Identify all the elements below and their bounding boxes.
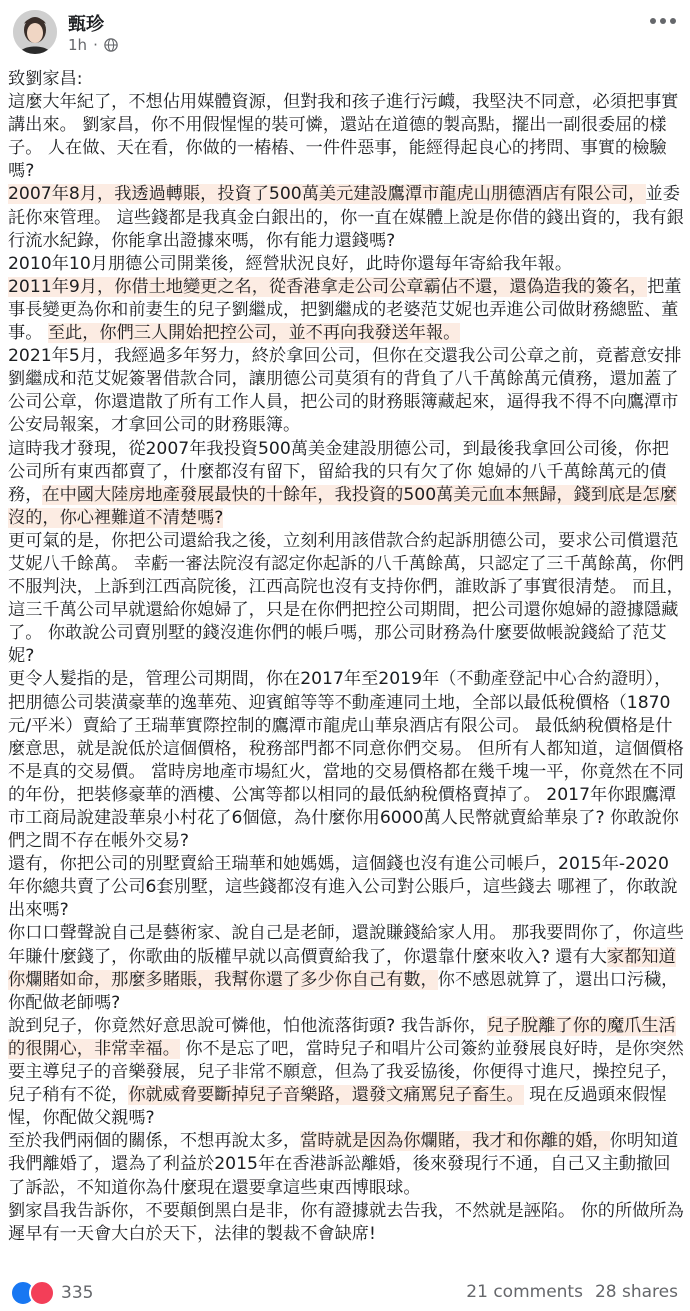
meta-separator: · xyxy=(93,36,98,54)
paragraph-text: 這麼大年紀了，不想佔用媒體資源，但對我和孩子進行污衊，我堅決不同意，必須把事實講出來。 劉家昌，你不用假惺惺的裝可憐，還站在道德的製高點，擺出一副很委屈的樣子。 人在做、天在看，你做的一樁樁、一件件惡事，能經得起良心的拷問、事實的檢驗嗎? xyxy=(8,92,679,182)
post-paragraph xyxy=(8,530,684,669)
paragraph-text: 你明知道我們離婚了，還為了利益於2015年在香港訴訟離婚，後來發現行不通，自己又主動撤回了訴訟，不知道你為什麼現在還要拿這些東西博眼球。 xyxy=(8,1131,679,1198)
paragraph-text: 2010年10月朋德公司開業後，經營狀況良好，此時你還每年寄給我年報。 xyxy=(8,253,573,274)
paragraph-text: 把董事長變更為你和前妻生的兒子劉繼成，把劉繼成的老婆范艾妮也弄進公司做財務總監、董事。 xyxy=(8,276,682,344)
post-paragraph xyxy=(8,853,684,922)
highlighted-text: 至此，你們三人開始把控公司，並不再向我發送年報。 xyxy=(47,323,461,344)
post-paragraph xyxy=(8,668,684,853)
highlighted-text: 你就威脅要斷掉兒子音樂路，還發文痛罵兒子畜生。 xyxy=(128,1085,524,1106)
paragraph-text: 並委託你來管理。 這些錢都是我真金白銀出的，你一直在媒體上說是你借的錢出資的，我有銀行流水紀錄，你能拿出證據來嗎，你有能力還錢嗎? xyxy=(8,184,684,251)
post-paragraph xyxy=(8,91,684,183)
globe-icon xyxy=(104,38,118,52)
highlighted-text: 家都知道你爛賭如命，那麼多賭賬，我幫你還了多少你自己有數， xyxy=(8,946,676,990)
paragraph-text: 2021年5月，我經過多年努力，終於拿回公司，但你在交還我公司公章之前，竟蓄意安排劉繼成和范艾妮簽署借款合同，讓朋德公司莫須有的背負了八千萬餘萬元債務，還加蓋了公司公章，你還遣散了所有工作人員，把公司的財務賬簿藏起來，逼得我不得不向鷹潭市公安局報案，才拿回公司的財務賬簿。 xyxy=(8,346,682,436)
more-options-button[interactable] xyxy=(650,18,676,24)
post-footer xyxy=(0,1278,690,1308)
paragraph-text: 致劉家昌: xyxy=(8,69,83,89)
post-paragraph xyxy=(8,68,684,91)
reaction-count[interactable]: 335 xyxy=(61,1283,94,1303)
dot-icon xyxy=(660,18,666,24)
highlighted-text: 在中國大陸房地產發展最快的十餘年，我投資的500萬美元血本無歸，錢到底是怎麼沒的，你心裡難道不清楚嗎? xyxy=(8,484,677,528)
highlighted-text: 當時就是因為你爛賭，我才和你離的婚， xyxy=(300,1131,610,1152)
author-name[interactable]: 甄珍 xyxy=(68,14,104,35)
comments-count[interactable]: 21 comments xyxy=(466,1282,583,1302)
post-body xyxy=(8,68,684,1246)
post-header xyxy=(0,0,690,62)
paragraph-text: 你口口聲聲說自己是藝術家、說自己是老師，還說賺錢給家人用。 那我要問你了，你這些年賺什麼錢了，你歌曲的版權早就以高價賣給我了，你還靠什麼來收入? 還有大 xyxy=(8,923,684,967)
post-meta xyxy=(68,36,118,54)
post-paragraph xyxy=(8,183,684,252)
post-stats xyxy=(466,1282,678,1302)
post-paragraph xyxy=(8,253,684,276)
paragraph-text: 你不是忘了吧，當時兒子和唱片公司簽約並發展良好時，是你突然要主導兒子的音樂發展，兒子非常不願意，但為了我妥協後，你便得寸進尺，操控兒子，兒子稍有不從， xyxy=(8,1038,684,1106)
post-time[interactable]: 1h xyxy=(68,36,88,54)
paragraph-text: 更令人髮指的是，管理公司期間，你在2017年至2019年（不動產登記中心合約證明），把朋德公司裝潢豪華的逸華苑、迎賓館等等不動產連同土地，全部以最低稅價格（1870元/平米）賣給了王瑞華實際控制的鷹潭市龍虎山華泉酒店有限公司。 最低納稅價格是什麼意思，就是說低於這個價格，稅務部門都不同意你們交易。 但所有人都知道，這個價格不是真的交易價。 當時房地產市場紅火，當地的交易價格都在幾千塊一平，你竟然在不同的年份，把裝修豪華的酒樓、公寓等都以相同的最低納稅價格賣掉了。 2017年你跟鷹潭市工商局說建設華泉小村花了6個億，為什麼你用6000萬人民幣就賣給華泉了? 你敢說你們之間不存在帳外交易? xyxy=(8,669,684,852)
paragraph-text: 這時我才發現，從2007年我投資500萬美金建設朋德公司，到最後我拿回公司後，你把公司所有東西都賣了，什麼都沒有留下，留給我的只有欠了你 媳婦的八千萬餘萬元的債務， xyxy=(8,438,669,505)
reactions-summary[interactable] xyxy=(10,1280,93,1306)
post-paragraph xyxy=(8,1015,684,1130)
paragraph-text: 你不感恩就算了，還出口污穢，你配做老師嗎? xyxy=(8,969,679,1013)
paragraph-text: 說到兒子，你竟然好意思說可憐他，怕他流落街頭? 我告訴你， xyxy=(8,1015,487,1036)
post-paragraph xyxy=(8,1130,684,1199)
paragraph-text: 更可氣的是，你把公司還給我之後，立刻利用該借款合約起訴朋德公司，要求公司償還范艾妮八千餘萬。 幸虧一審法院沒有認定你起訴的八千萬餘萬，只認定了三千萬餘萬，你們不服判決，上訴到江西高院後，江西高院也沒有支持你們，誰敗訴了事實很清楚。 而且，這三千萬公司早就還給你媳婦了，只是在你們把控公司期間，把公司還你媳婦的證據隱藏了。 你敢說公司賣別墅的錢沒進你們的帳戶嗎，那公司財務為什麼要做帳說錢給了范艾妮? xyxy=(8,530,684,667)
highlighted-text: 兒子脫離了你的魔爪生活的很開心，非常幸福。 xyxy=(8,1015,676,1059)
post-paragraph xyxy=(8,345,684,437)
post-paragraph xyxy=(8,922,684,1014)
post-paragraph xyxy=(8,438,684,530)
dot-icon xyxy=(650,18,656,24)
paragraph-text: 還有，你把公司的別墅賣給王瑞華和她媽媽，這個錢也沒有進公司帳戶，2015年-2020年你總共賣了公司6套別墅，這些錢都沒有進入公司對公賬戶，這些錢去 哪裡了，你敢說出來嗎? xyxy=(8,854,678,921)
paragraph-text: 劉家昌我告訴你，不要顛倒黑白是非，你有證據就去告我，不然就是誣陷。 你的所做所為遲早有一天會大白於天下，法律的製裁不會缺席! xyxy=(8,1200,684,1244)
love-reaction-icon xyxy=(29,1280,55,1306)
avatar-portrait-icon xyxy=(13,10,57,54)
post-paragraph xyxy=(8,1200,684,1246)
paragraph-text: 現在反過頭來假惺惺，你配做父親嗎? xyxy=(8,1085,667,1129)
dot-icon xyxy=(670,18,676,24)
highlighted-text: 2007年8月，我透過轉賬，投資了500萬美元建設鷹潭市龍虎山朋德酒店有限公司， xyxy=(8,184,646,205)
highlighted-text: 2011年9月，你借土地變更之名，從香港拿走公司公章霸佔不還，還偽造我的簽名， xyxy=(8,276,648,297)
post-paragraph xyxy=(8,276,684,345)
avatar[interactable] xyxy=(13,10,57,54)
shares-count[interactable]: 28 shares xyxy=(594,1282,678,1302)
paragraph-text: 至於我們兩個的關係，不想再說太多， xyxy=(8,1131,301,1152)
